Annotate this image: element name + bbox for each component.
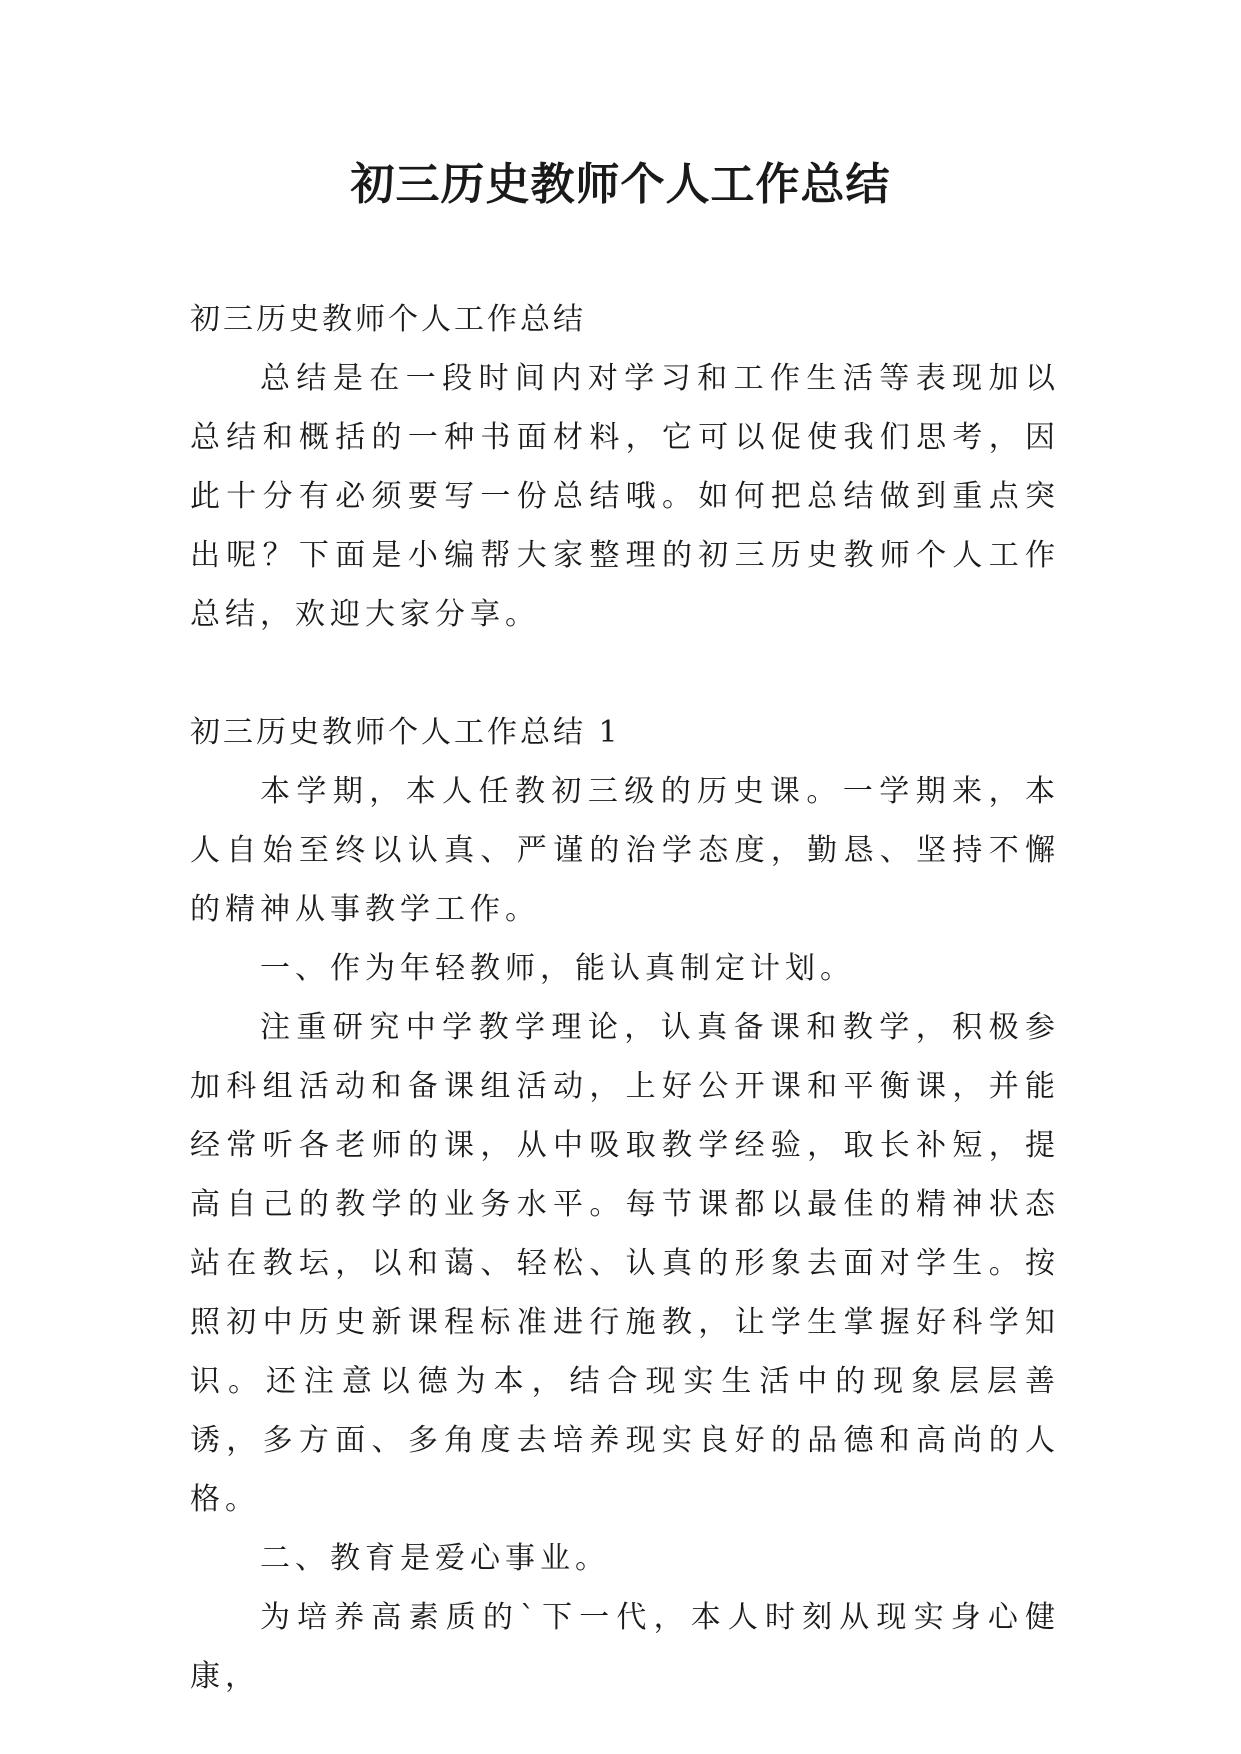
body-paragraph-2: 注重研究中学教学理论，认真备课和教学，积极参加科组活动和备课组活动，上好公开课和平衡课，并能经常听各老师的课，从中吸取教学经验，取长补短，提高自己的教学的业务水平。每节课都以最佳的精神状态站在教坛，以和蔼、轻松、认真的形象去面对学生。按照初中历史新课程标准进行施教，让学生掌握好科学知识。还注意以德为本，结合现实生活中的现象层层善诱，多方面、多角度去培养现实良好的品德和高尚的人格。 [190, 1010, 1060, 1517]
document-title: 初三历史教师个人工作总结 [350, 159, 891, 210]
intro-heading: 初三历史教师个人工作总结 [190, 302, 586, 337]
document-body [190, 290, 1060, 1706]
point-heading-2: 二、教育是爱心事业。 [260, 1541, 610, 1576]
intro-paragraph: 总结是在一段时间内对学习和工作生活等表现加以总结和概括的一种书面材料，它可以促使我们思考，因此十分有必须要写一份总结哦。如何把总结做到重点突出呢？下面是小编帮大家整理的初三历史教师个人工作总结，欢迎大家分享。 [190, 361, 1060, 632]
body-paragraph-1: 本学期，本人任教初三级的历史课。一学期来，本人自始至终以认真、严谨的治学态度，勤恳、坚持不懈的精神从事教学工作。 [190, 774, 1060, 927]
point-heading-1: 一、作为年轻教师，能认真制定计划。 [260, 951, 855, 986]
section-spacer [190, 644, 1060, 703]
body-paragraph-3: 为培养高素质的`下一代，本人时刻从现实身心健康， [190, 1600, 1060, 1694]
section-heading-1: 初三历史教师个人工作总结 1 [190, 715, 621, 750]
